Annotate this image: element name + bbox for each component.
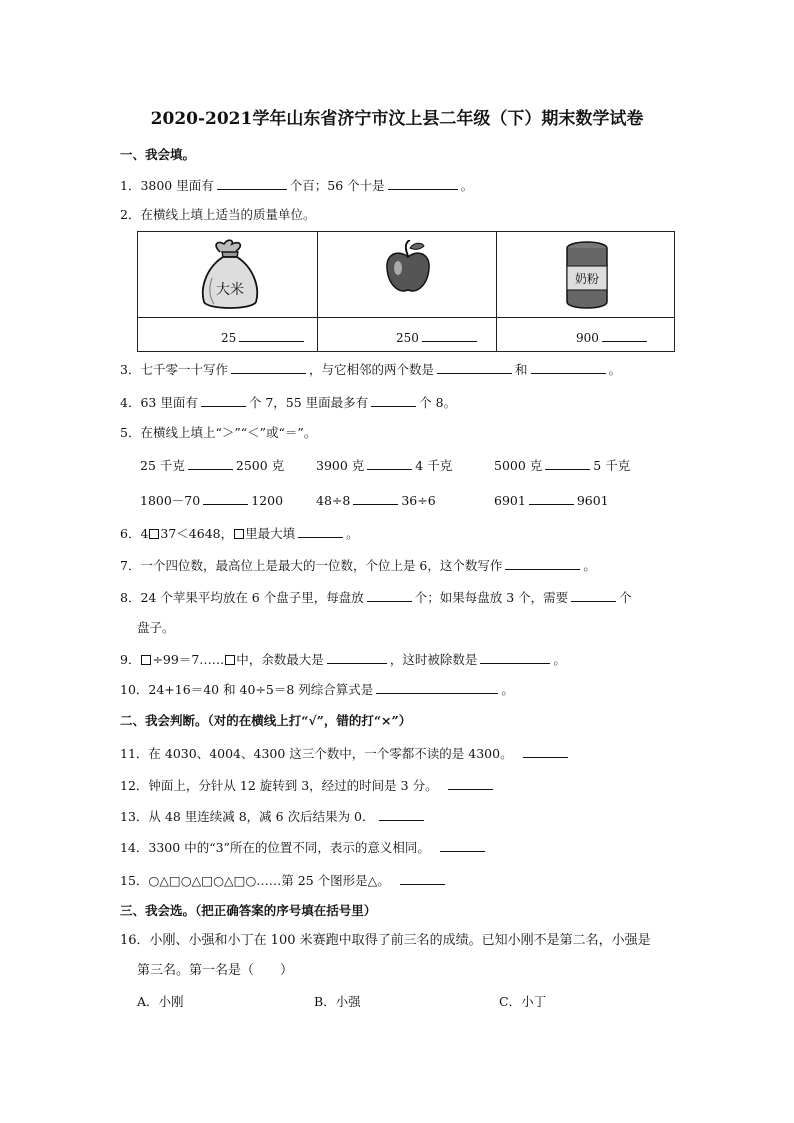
question-14: 14．3300 中的“3”所在的位置不同，表示的意义相同。 [120,839,488,856]
table-divider [317,232,318,351]
answer-blank[interactable] [523,745,568,758]
table-cell-milk: 900 [576,329,650,345]
answer-blank[interactable] [531,361,606,374]
answer-blank[interactable] [231,361,306,374]
answer-blank[interactable] [217,177,287,190]
answer-blank[interactable] [602,329,647,342]
answer-blank[interactable] [440,839,485,852]
answer-blank[interactable] [388,177,458,190]
answer-blank[interactable] [188,457,233,470]
question-9: 9． ÷99＝7…… 中，余数最大是 ，这时被除数是 。 [120,652,566,667]
rice-bag-label: 大米 [216,282,244,298]
compare-item: 6901 9601 [494,493,609,508]
question-16-cont: 第三名。第一名是（ ） [137,963,294,978]
milk-powder-can-icon [565,240,609,310]
question-2: 2．在横线上填上适当的质量单位。 [120,207,316,222]
question-6: 6．4 37＜4648， 里最大填 。 [120,526,359,541]
answer-blank[interactable] [448,777,493,790]
rice-bag-icon [198,238,262,312]
page-title: 2020-2021学年山东省济宁市汶上县二年级（下）期末数学试卷 [150,109,644,129]
square-box-icon [225,655,235,665]
square-box-icon [234,529,244,539]
section-2-heading: 二、我会判断。（对的在横线上打“√”，错的打“×”） [120,713,412,728]
square-box-icon [141,655,151,665]
answer-blank[interactable] [437,361,512,374]
answer-blank[interactable] [376,681,498,694]
question-10: 10．24+16＝40 和 40÷5＝8 列综合算式是 。 [120,682,514,697]
question-15: 15．○△□○△□○△□○……第 25 个图形是△。 [120,872,448,889]
answer-blank[interactable] [400,872,445,885]
compare-item: 1800－70 1200 [140,493,284,508]
answer-blank[interactable] [367,457,412,470]
answer-blank[interactable] [545,457,590,470]
milk-powder-label: 奶粉 [574,272,600,286]
section-1-heading: 一、我会填。 [120,147,196,162]
question-8-cont: 盘子。 [137,620,175,635]
table-divider [138,317,674,318]
answer-blank[interactable] [571,589,616,602]
table-divider [496,232,497,351]
compare-item: 3900 克 4 千克 [316,458,453,473]
question-4: 4．63 里面有 个 7，55 里面最多有 个 8。 [120,395,457,410]
answer-blank[interactable] [201,394,246,407]
table-cell-rice: 25 [221,329,307,345]
square-box-icon [149,529,159,539]
answer-blank[interactable] [203,492,248,505]
question-1: 1．3800 里面有 个百；56 个十是 。 [120,178,474,193]
answer-blank[interactable] [505,557,580,570]
answer-blank[interactable] [353,492,398,505]
apple-icon [384,240,432,296]
compare-item: 25 千克 2500 克 [140,458,285,473]
question-7: 7．一个四位数，最高位上是最大的一位数，个位上是 6，这个数写作 。 [120,558,596,573]
question-5: 5．在横线上填上“＞”“＜”或“＝”。 [120,425,317,440]
answer-blank[interactable] [327,651,387,664]
answer-blank[interactable] [367,589,412,602]
table-cell-apple: 250 [396,329,480,345]
answer-blank[interactable] [529,492,574,505]
answer-blank[interactable] [480,651,550,664]
answer-blank[interactable] [422,329,477,342]
question-8: 8．24 个苹果平均放在 6 个盘子里，每盘放 个；如果每盘放 3 个，需要 个 [120,590,632,605]
section-3-heading: 三、我会选。（把正确答案的序号填在括号里） [120,903,377,918]
answer-blank[interactable] [298,525,343,538]
answer-blank[interactable] [379,808,424,821]
answer-blank[interactable] [371,394,416,407]
compare-item: 5000 克 5 千克 [494,458,631,473]
mass-unit-table [137,231,675,352]
question-12: 12．钟面上，分针从 12 旋转到 3，经过的时间是 3 分。 [120,777,496,794]
question-16: 16．小刚、小强和小丁在 100 米赛跑中取得了前三名的成绩。已知小刚不是第二名，小强是 [120,933,651,948]
question-11: 11．在 4030、4004、4300 这三个数中，一个零都不读的是 4300。 [120,745,571,762]
option-c[interactable]: C．小丁 [499,994,547,1009]
question-3: 3．七千零一十写作 ，与它相邻的两个数是 和 。 [120,362,622,377]
option-a[interactable]: A．小刚 [137,994,184,1009]
question-13: 13．从 48 里连续减 8，减 6 次后结果为 0． [120,808,427,825]
option-b[interactable]: B．小强 [314,994,361,1009]
answer-blank[interactable] [239,329,304,342]
compare-item: 48÷8 36÷6 [316,493,436,508]
